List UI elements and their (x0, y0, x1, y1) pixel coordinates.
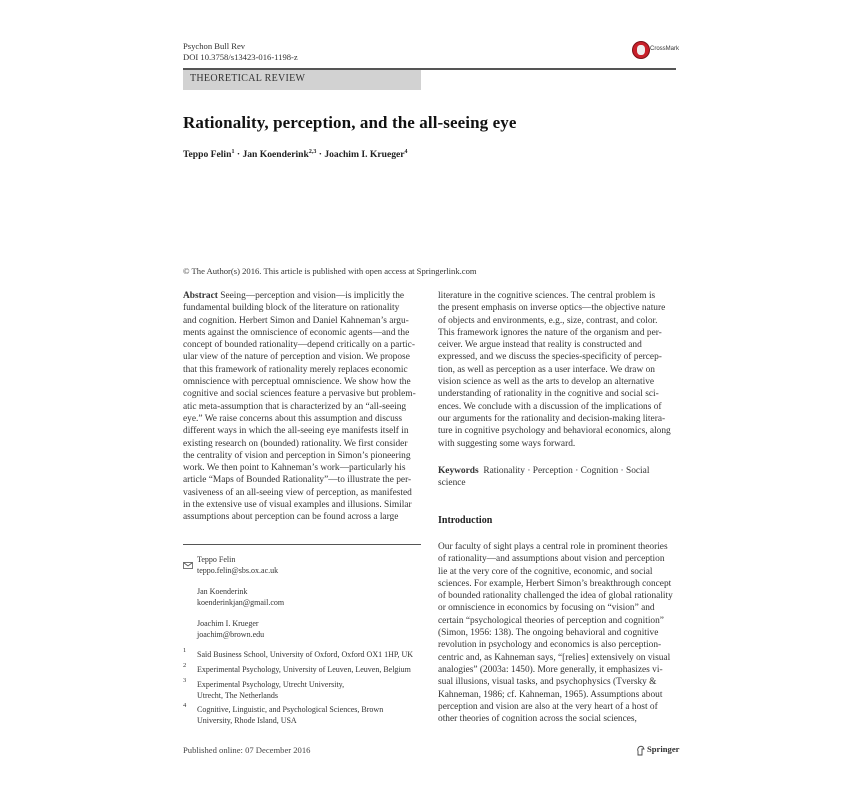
affiliation: Cognitive, Linguistic, and Psychological Sciences, Brown University, Rhode Island, USA (197, 705, 384, 725)
abstract-line: ular view of the nature of perception and vision. We propose (183, 352, 410, 363)
author-affiliation-ref: 1 (231, 149, 235, 155)
abstract-line: This framework ignores the nature of the organism and per- (438, 327, 662, 338)
section-label-bar (183, 68, 421, 90)
abstract-line: literature in the cognitive sciences. The central problem is (438, 291, 656, 301)
affiliation: Experimental Psychology, University of Leuven, Leuven, Belgium (197, 665, 411, 674)
abstract-line: the present emphasis on inverse optics—the objective nature (438, 303, 666, 314)
abstract-line: Abstract Seeing—perception and vision—is implicitly the (183, 291, 405, 301)
abstract-line: and cognition. Herbert Simon and Daniel Kahneman’s argu- (183, 315, 409, 326)
abstract-right-column (438, 290, 676, 450)
keywords-list: Rationality · Perception · Cognition · Social (483, 466, 650, 476)
intro-line: of rationality—and assumptions about vision and perception (438, 554, 665, 565)
abstract-line: the centrality of vision and perception in Simon’s pioneering (183, 450, 411, 461)
abstract-line: work. We then point to Kahneman’s work—particularly his (183, 463, 406, 474)
intro-line: sual illusions, visual tasks, and psychophysics (Tversky & (438, 677, 657, 688)
crossmark-icon (632, 41, 650, 59)
abstract-line: of objects and environments, e.g., size, contrast, and color. (438, 315, 658, 326)
author-affiliation-ref: 4 (404, 149, 408, 155)
springer-horse-icon (636, 743, 645, 754)
abstract-line: understanding of rationality in the cognitive and social sci- (438, 389, 659, 400)
intro-line: certain “psychological theories of perception and cognition” (438, 615, 664, 626)
keywords-list-cont: science (438, 478, 466, 489)
contact-name: Teppo Felin (197, 555, 236, 564)
author-separator: · (316, 149, 325, 161)
intro-line: Our faculty of sight plays a central role in prominent theories (438, 542, 668, 552)
abstract-line: expressed, and we discuss the species-specificity of percep- (438, 352, 662, 363)
abstract-left-column (183, 290, 421, 524)
intro-line: revolution in psychology and economics is also perception- (438, 640, 662, 651)
author-name: Jan Koenderink (242, 149, 309, 161)
abstract-line: ceiver. We argue instead that reality is constructed and (438, 340, 642, 351)
abstract-line: fundamental building block of the literature on rationality (183, 303, 400, 314)
doi[interactable]: DOI 10.3758/s13423-016-1198-z (183, 52, 298, 62)
contact-name: Jan Koenderink (197, 587, 248, 596)
intro-line: other theories of cognition across the social sciences, (438, 714, 637, 725)
abstract-line: existing research on (bounded) rationality. We first consider (183, 438, 408, 449)
contact-email[interactable]: teppo.felin@sbs.ox.ac.uk (197, 565, 279, 575)
author-list (183, 149, 408, 160)
intro-line: lie at the very core of the cognitive, economic, and social (438, 566, 653, 577)
intro-line: analogies” (2003a: 1450). More generally, it emphasizes vi- (438, 664, 663, 675)
affiliation: Saïd Business School, University of Oxford, Oxford OX1 1HP, UK (197, 650, 413, 659)
contact-block (197, 555, 284, 640)
abstract-line: tion, as well as perception as a user interface. We draw on (438, 364, 655, 375)
intro-line: sciences. For example, Herbert Simon’s breakthrough concept (438, 578, 672, 589)
affiliation: Experimental Psychology, Utrecht University, Utrecht, The Netherlands (197, 680, 345, 700)
abstract-line: concept of bounded rationality—depend critically on a partic- (183, 340, 415, 351)
contact-name: Joachim I. Krueger (197, 619, 259, 628)
abstract-line: eye.” We raise concerns about this assumption and discuss (183, 413, 403, 424)
affiliation-number: 1 (183, 647, 187, 654)
contact-email[interactable]: joachim@brown.edu (197, 629, 265, 639)
keywords (438, 465, 676, 490)
author-separator: · (234, 149, 243, 161)
affiliation-number: 3 (183, 677, 187, 684)
abstract-line: ences. We conclude with a discussion of the implications of (438, 401, 662, 412)
header-rule (421, 68, 676, 70)
intro-line: Kahneman, 1986; cf. Kahneman, 1965). Assumptions about (438, 689, 663, 700)
abstract-line: different ways in which the all-seeing eye manifests itself in (183, 426, 409, 437)
contact-email[interactable]: koenderinkjan@gmail.com (197, 597, 285, 607)
affiliation-number: 2 (183, 662, 187, 669)
abstract-line: our arguments for the rationality and decision-making litera- (438, 413, 666, 424)
copyright-notice: © The Author(s) 2016. This article is published with open access at Springerlink.com (183, 266, 477, 276)
abstract-line: in the extensive use of visual examples and illusions. Similar (183, 500, 412, 511)
abstract-line: with suggesting some ways forward. (438, 438, 576, 449)
abstract-line: atic meta-assumption that is characterized by an “all-seeing (183, 401, 407, 412)
abstract-line: omniscience with perceptual omniscience. We show how the (183, 377, 411, 388)
journal-name: Psychon Bull Rev (183, 41, 246, 51)
crossmark-label: CrossMark (650, 46, 680, 52)
author-name: Teppo Felin (183, 149, 232, 161)
introduction-heading: Introduction (438, 515, 493, 526)
intro-line: perception and vision are also at the very heart of a host of (438, 701, 658, 712)
abstract-line: cognitive and social sciences feature a pervasive but problem- (183, 389, 416, 400)
section-label: THEORETICAL REVIEW (190, 73, 306, 84)
abstract-line: assumptions about perception can be found across a large (183, 512, 399, 523)
abstract-line: vasiveness of an all-seeing view of perception, as manifested (183, 487, 412, 498)
intro-line: or omniscience in economics by focusing on “vision” and (438, 603, 655, 614)
introduction-body (438, 541, 676, 725)
article-title: Rationality, perception, and the all-seeing eye (183, 113, 517, 132)
publisher-logo-text: Springer (647, 744, 680, 754)
abstract-line: article “Maps of Bounded Rationality”—to illustrate the per- (183, 475, 412, 486)
abstract-line: ture in cognitive psychology and behavioral economics, along (438, 426, 671, 437)
intro-line: centric and, as Kahneman says, “[relies] extensively on visual (438, 652, 671, 663)
footnote-rule (183, 544, 421, 545)
abstract-line: ments against the omniscience of economic agents—and the (183, 327, 410, 338)
author-name: Joachim I. Krueger (324, 149, 405, 161)
intro-line: of bounded rationality challenged the idea of global rationality (438, 591, 673, 602)
abstract-line: that this framework of rationality merely replaces economic (183, 364, 408, 375)
affiliation-number: 4 (183, 702, 187, 709)
abstract-line: vision science as well as the arts to develop an alternative (438, 377, 655, 388)
author-affiliation-ref: 2,3 (308, 149, 317, 155)
intro-line: (Simon, 1956: 138). The ongoing behavioral and cognitive (438, 628, 659, 639)
envelope-icon (183, 556, 193, 563)
published-date: Published online: 07 December 2016 (183, 745, 311, 755)
abstract-label: Abstract (183, 291, 218, 301)
keywords-label: Keywords (438, 466, 479, 476)
